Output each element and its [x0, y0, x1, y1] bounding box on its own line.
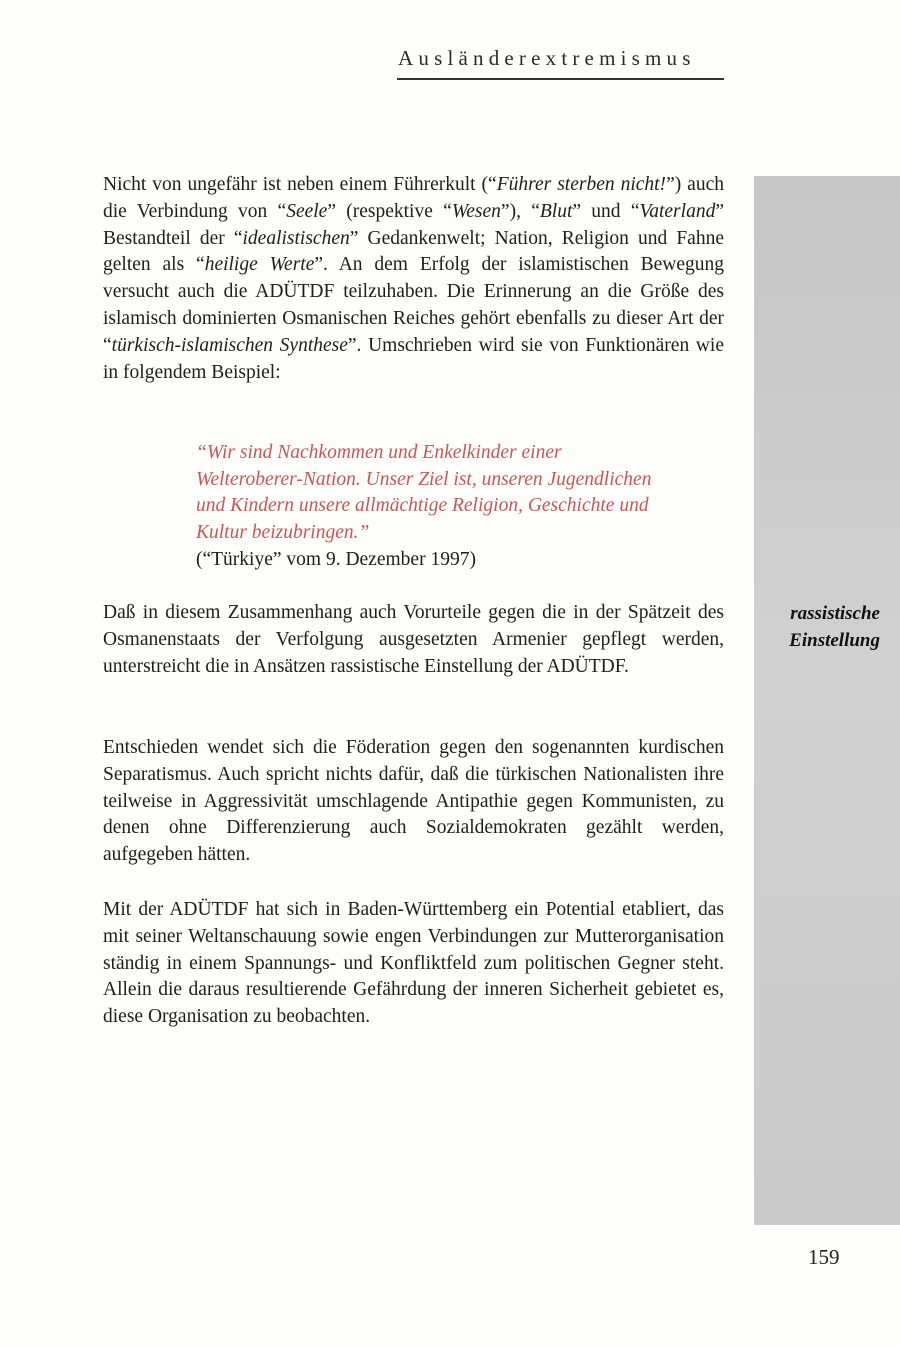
quote-source: (“Türkiye” vom 9. Dezember 1997) [196, 549, 476, 570]
paragraph-separatismus: Entschieden wendet sich die Föderation gegen den sogenannten kurdischen Separatismus. Auch spricht nichts dafür, daß die türkischen Nationalisten ihre teilweise in Aggressivität umschlagende Antipathie gegen Kommunisten, zu denen ohne Differenzierung auch Sozialdemokraten gezählt werden, aufgegeben hätten. [103, 737, 724, 866]
text-segment: ” Gedankenwelt; Nation, Religion und Fahne gelten als “ [103, 227, 724, 276]
margin-sidebar [754, 176, 900, 1225]
text-segment: ”), “ [500, 200, 540, 222]
emphasis-heilige-werte: heilige Werte [204, 254, 315, 276]
paragraph-armenier: Daß in diesem Zusammenhang auch Vorurteile gegen die in der Spätzeit des Osmanenstaats der Verfolgung ausgesetzten Armenier gepflegt werden, unterstreicht die in Ansätzen rassistische Einstellung der ADÜTDF. [103, 602, 724, 677]
text-segment: ”. Umschrieben wird sie von Funktionären wie in folgendem Beispiel: [103, 334, 724, 383]
paragraph-baden-wuerttemberg: Mit der ADÜTDF hat sich in Baden-Württemberg ein Potential etabliert, das mit seiner Weltanschauung sowie engen Verbindungen zur Mutterorganisation ständig in einem Spannungs- und Konfliktfeld zum politischen Gegner steht. Allein die daraus resultierende Gefährdung der inneren Sicherheit gebietet es, diese Organisation zu beobachten. [103, 899, 724, 1028]
text-segment: ” Bestandteil der “ [103, 200, 724, 249]
running-header: Ausländerextremismus [398, 46, 696, 70]
block-quote: “Wir sind Nachkommen und Enkelkinder einer Welteroberer-Nation. Unser Ziel ist, unseren Jugendlichen und Kindern unsere allmächtige Religion, Geschichte und Kultur beizubringen.” [196, 442, 652, 543]
emphasis-synthese: türkisch-islamischen Synthese [111, 334, 348, 356]
text-segment: ” und “ [572, 200, 640, 222]
margin-note [754, 600, 880, 654]
paragraph-fuehrerkult [103, 172, 724, 386]
text-segment: ”. An dem Erfolg der islamistischen Bewegung versucht auch die ADÜTDF teilzuhaben. Die Erinnerung an die Größe des islamisch dominierten Osmanischen Reiches gehört ebenfalls zu dieser Art der “ [103, 254, 724, 356]
page-number: 159 [808, 1245, 840, 1269]
text-segment: ”) auch die Verbindung von “ [103, 174, 724, 222]
text-segment: ” (respektive “ [327, 200, 452, 222]
header-rule [397, 78, 724, 80]
emphasis-fuehrer: Führer sterben nicht! [496, 174, 667, 195]
emphasis-blut: Blut [539, 200, 573, 222]
emphasis-vaterland: Vaterland [639, 200, 716, 222]
margin-note-line: rassistische [790, 603, 880, 624]
emphasis-seele: Seele [286, 200, 328, 222]
emphasis-idealistischen: idealistischen [242, 227, 350, 249]
text-segment: Nicht von ungefähr ist neben einem Führerkult (“ [103, 174, 497, 195]
margin-note-line: Einstellung [789, 630, 880, 651]
emphasis-wesen: Wesen [451, 200, 501, 222]
